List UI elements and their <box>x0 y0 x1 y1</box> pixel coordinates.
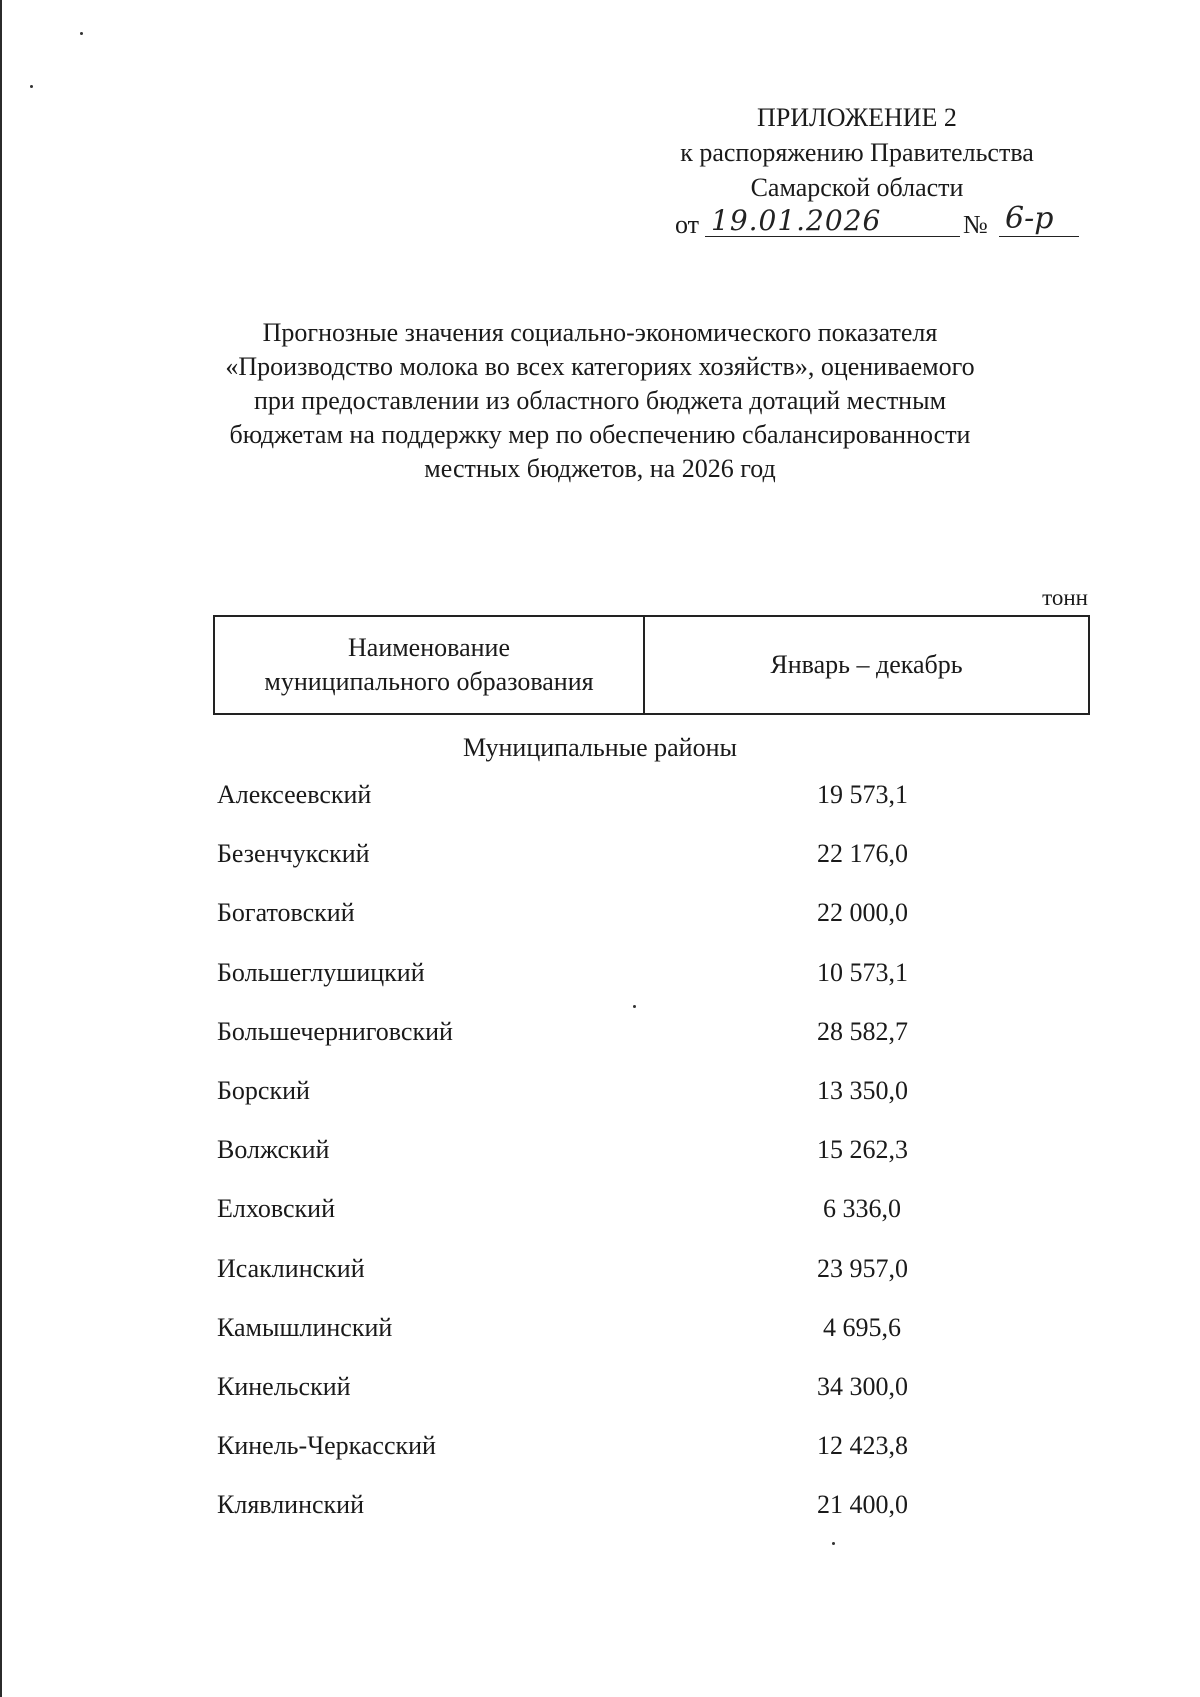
scan-speck <box>30 85 33 88</box>
number-prefix: № <box>963 210 988 239</box>
table-row <box>217 958 997 1017</box>
production-value: 22 000,0 <box>817 898 908 928</box>
appendix-title: ПРИЛОЖЕНИЕ 2 <box>757 103 957 132</box>
column-header-name-line-2: муниципального образования <box>264 667 594 696</box>
production-value: 28 582,7 <box>817 1016 908 1046</box>
column-header-period: Январь – декабрь <box>644 616 1089 714</box>
date-prefix: от <box>675 210 700 239</box>
table-row <box>217 780 997 839</box>
date-number-row <box>647 201 1067 245</box>
title-line: бюджетам на поддержку мер по обеспечению сбалансированности <box>229 420 971 449</box>
units-label: тонн <box>1042 585 1088 610</box>
municipality-name: Большечерниговский <box>217 1016 453 1046</box>
municipality-name: Клявлинский <box>217 1490 365 1520</box>
municipality-name: Кинельский <box>217 1371 351 1401</box>
municipality-name: Безенчукский <box>217 839 370 869</box>
table-row <box>217 1313 997 1372</box>
production-value: 23 957,0 <box>817 1253 908 1283</box>
table-row <box>217 898 997 957</box>
production-value: 6 336,0 <box>823 1194 901 1224</box>
handwritten-date: 19.01.2026 <box>705 203 960 237</box>
table-header <box>213 615 1090 715</box>
scan-speck <box>80 32 83 35</box>
title-line: Прогнозные значения социально-экономического показателя <box>262 318 938 347</box>
table-row <box>217 1254 997 1313</box>
document-title <box>200 316 1000 486</box>
production-value: 15 262,3 <box>817 1135 908 1165</box>
municipality-name: Елховский <box>217 1194 335 1224</box>
municipality-name: Кинель-Черкасский <box>217 1431 436 1461</box>
appendix-line-2: Самарской области <box>750 173 964 202</box>
title-line: местных бюджетов, на 2026 год <box>424 454 776 483</box>
production-value: 12 423,8 <box>817 1431 908 1461</box>
table-row <box>217 1017 997 1076</box>
table-row <box>217 1490 997 1549</box>
municipality-name: Богатовский <box>217 898 355 928</box>
table-row <box>217 839 997 898</box>
production-value: 19 573,1 <box>817 780 908 809</box>
column-header-name-line-1: Наименование <box>348 633 510 662</box>
production-value: 13 350,0 <box>817 1075 908 1105</box>
municipality-name: Алексеевский <box>217 780 372 809</box>
municipality-name: Борский <box>217 1075 310 1105</box>
municipality-name: Большеглушицкий <box>217 957 425 987</box>
column-header-name <box>214 616 644 714</box>
appendix-header <box>647 100 1067 245</box>
production-value: 22 176,0 <box>817 839 908 869</box>
municipality-name: Волжский <box>217 1135 330 1165</box>
handwritten-number: 6-р <box>999 201 1079 237</box>
table-body <box>217 780 997 1549</box>
municipality-name: Камышлинский <box>217 1312 393 1342</box>
section-heading: Муниципальные районы <box>463 733 737 762</box>
production-value: 4 695,6 <box>823 1312 901 1342</box>
appendix-line-1: к распоряжению Правительства <box>680 138 1034 167</box>
title-line: при предоставлении из областного бюджета дотаций местным <box>253 386 947 415</box>
production-value: 21 400,0 <box>817 1490 908 1520</box>
table-row <box>217 1076 997 1135</box>
municipality-name: Исаклинский <box>217 1253 365 1283</box>
table-row <box>217 1431 997 1490</box>
title-line: «Производство молока во всех категориях хозяйств», оцениваемого <box>225 352 975 381</box>
table-row <box>217 1194 997 1253</box>
table-row <box>217 1135 997 1194</box>
production-value: 34 300,0 <box>817 1371 908 1401</box>
production-value: 10 573,1 <box>817 957 908 987</box>
page-edge <box>0 0 2 1697</box>
table-row <box>217 1372 997 1431</box>
